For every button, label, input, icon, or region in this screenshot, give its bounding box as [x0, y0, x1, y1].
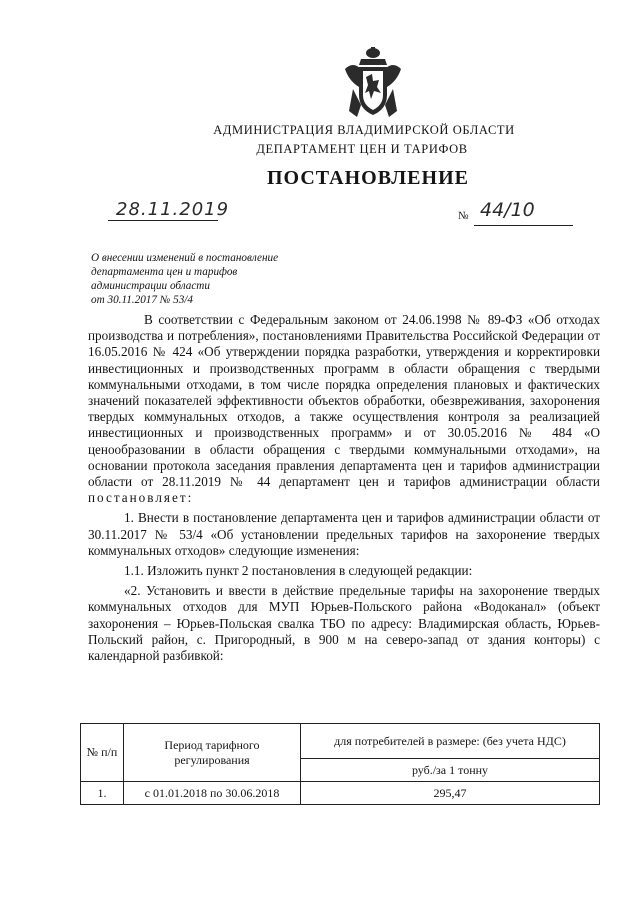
clause-2-quote: «2. Установить и ввести в действие предельные тарифы на захоронение твердых коммунальных отходов для МУП Юрьев-Польского района «Водоканал» (объект захоронения – Юрьев-Польская свалка ТБО по адресу: Владимирская область, Юрьев-Польский район, с. Пригородный, в 900 м на северо-запад от здания конторы) с календарной разбивкой: — [88, 583, 600, 664]
subject-line: О внесении изменений в постановление — [91, 252, 279, 264]
preamble-paragraph — [88, 312, 600, 506]
document-date — [108, 199, 230, 223]
table-row — [81, 782, 600, 805]
document-type-title: ПОСТАНОВЛЕНИЕ — [267, 167, 469, 189]
coat-of-arms-emblem — [341, 47, 405, 121]
number-handwritten: 44/10 — [480, 199, 535, 221]
date-handwritten: 28.11.2019 — [116, 199, 230, 220]
document-number — [458, 199, 573, 226]
row-period: с 01.01.2018 по 30.06.2018 — [124, 782, 301, 805]
subject-line: департамента цен и тарифов — [91, 266, 238, 278]
clause-1-1: 1.1. Изложить пункт 2 постановления в следующей редакции: — [124, 563, 473, 579]
header-unit: руб./за 1 тонну — [301, 759, 600, 782]
resolves-word: постановляет: — [88, 490, 194, 506]
header-number: № п/п — [81, 724, 124, 782]
document-body — [88, 312, 600, 664]
row-value: 295,47 — [301, 782, 600, 805]
document-subject — [91, 251, 278, 307]
row-number: 1. — [81, 782, 124, 805]
number-prefix: № — [458, 210, 469, 222]
header-period: Период тарифного регулирования — [124, 724, 301, 782]
date-underline — [108, 220, 218, 221]
subject-line: от 30.11.2017 № 53/4 — [91, 294, 194, 306]
header-consumers: для потребителей в размере: (без учета НДС) — [301, 724, 600, 759]
preamble-text: В соответствии с Федеральным законом от 24.06.1998 № 89-ФЗ «Об отходах производства и потребления», постановлениями Правительства Российской Федерации от 16.05.2016 № 424 «Об утверждении порядка разработки, утверждения и корректировки инвестиционных и производственных программ в области обращения с твердыми коммунальными отходами, в том числе порядка определения плановых и фактических значений показателей эффективности объектов обработки, обезвреживания, захоронения твердых коммунальных отходов, а также осуществления контроля за реализацией инвестиционных и производственных программ» и от 30.05.2016 № 484 «О ценообразовании в области обращения с твердыми коммунальными отходами», на основании протокола заседания правления департамента цен и тарифов администрации области от 28.11.2019 № 44 департамент цен и тарифов администрации области — [88, 312, 600, 490]
subject-line: администрации области — [91, 280, 210, 292]
department-name: ДЕПАРТАМЕНТ ЦЕН И ТАРИФОВ — [256, 142, 468, 156]
clause-1: 1. Внести в постановление департамента цен и тарифов администрации области от 30.11.2017 № 53/4 «Об установлении предельных тарифов на захоронение твердых коммунальных отходов» следующие изменения: — [88, 510, 600, 558]
table-header-row — [81, 724, 600, 759]
number-underline — [474, 225, 573, 226]
agency-name: АДМИНИСТРАЦИЯ ВЛАДИМИРСКОЙ ОБЛАСТИ — [213, 123, 515, 137]
tariff-table — [80, 723, 600, 805]
